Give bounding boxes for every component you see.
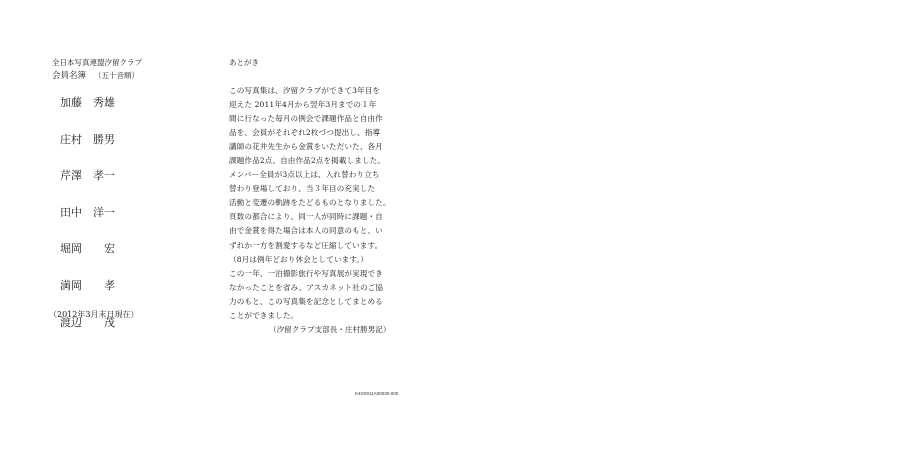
afterword-section xyxy=(229,58,399,337)
afterword-line: この写真集は、汐留クラブができて3年目を xyxy=(229,86,381,95)
member-name: 渡辺 茂 xyxy=(60,315,115,329)
member-list xyxy=(52,96,212,329)
afterword-line: 迎えた 2011年4月から翌年3月までの１年 xyxy=(229,100,377,110)
afterword-line: （8月は例年どおり休会としています。） xyxy=(229,254,369,264)
afterword-line: 替わり登場しており、当３年目の充実した xyxy=(229,184,376,194)
member-name: 庄村 勝男 xyxy=(60,132,115,146)
member-name: 加藤 秀雄 xyxy=(60,96,115,109)
member-name: 堀岡 宏 xyxy=(60,242,115,256)
afterword-body xyxy=(229,84,399,323)
afterword-line: なかったことを省み、アスカネット社のご協 xyxy=(229,282,384,292)
afterword-line: 講師の花井先生から金賞をいただいた、各月 xyxy=(229,142,383,152)
roster-as-of-date: （2012年3月末日現在） xyxy=(49,310,139,319)
member-name: 芹澤 孝一 xyxy=(60,169,115,183)
afterword-line: 力のもと、この写真集を記念としてまとめる xyxy=(229,296,383,306)
afterword-line: この一年、一泊撮影旅行や写真展が実現でき xyxy=(229,268,383,278)
afterword-line: 間に行なった毎月の例会で課題作品と自由作 xyxy=(229,114,383,124)
roster-heading xyxy=(52,70,212,82)
afterword-line: 頁数の都合により、同一人が同時に課題・自 xyxy=(229,212,383,222)
roster-title: 会員名簿 xyxy=(52,71,87,81)
afterword-signature: （汐留クラブ支部長・庄村勝男記） xyxy=(269,324,391,334)
product-code: K4G0011A00030-000 xyxy=(355,391,399,396)
afterword-line: 課題作品2点、自由作品2点を掲載しました。 xyxy=(229,156,386,166)
roster-order-note: （五十音順） xyxy=(94,71,140,80)
member-name: 田中 洋一 xyxy=(60,205,115,219)
afterword-title: あとがき xyxy=(229,58,259,67)
afterword-line: 由で金賞を得た場合は本人の同意のもと、い xyxy=(229,226,383,236)
afterword-line: ずれか一方を割愛するなど圧縮しています。 xyxy=(229,240,383,250)
afterword-line: 品を、会員がそれぞれ2枚づつ提出し、指導 xyxy=(229,128,381,138)
afterword-line: メンバー全員が3点以上は、入れ替わり立ち xyxy=(229,170,380,180)
afterword-line: ことができました。 xyxy=(229,310,299,320)
member-name: 満岡 孝 xyxy=(60,278,115,292)
organization-name: 全日本写真連盟汐留クラブ xyxy=(52,58,142,67)
afterword-line: 活動と変遷の軌跡をたどるものとなりました。 xyxy=(229,198,391,208)
